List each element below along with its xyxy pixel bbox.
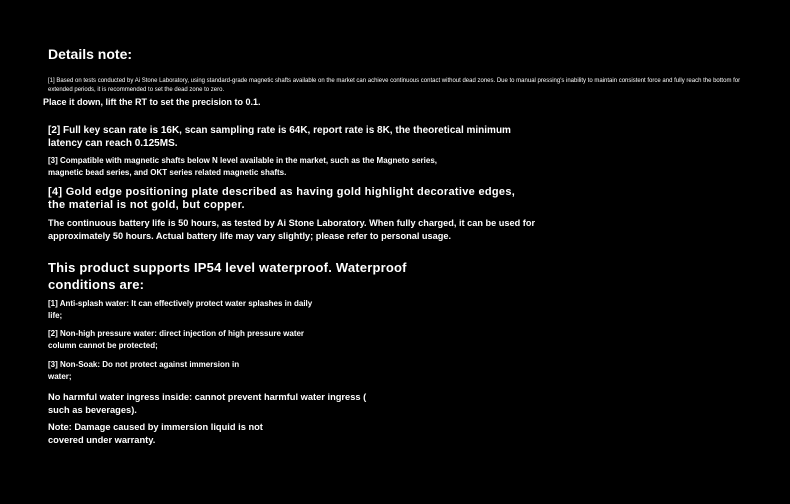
warranty-line-2: covered under warranty.: [48, 435, 156, 445]
waterproof-condition-3: [48, 359, 239, 383]
condition-1-line-2: life;: [48, 311, 63, 320]
compatibility-note: [48, 155, 437, 179]
battery-note: [48, 217, 535, 243]
fine-print-note-1: [1] Based on tests conducted by Ai Stone Laboratory, using standard-grade magnetic shafts available on the market can achieve continuous contact without dead zones. Due to manual pressing's inability to maintain consistent force and fully reach the bottom for extended periods, it is recommended to set the dead zone to zero.: [48, 78, 741, 93]
scan-rate-note: [48, 124, 511, 150]
compatibility-line-1: [3] Compatible with magnetic shafts below N level available in the market, such as the Magneto series,: [48, 156, 437, 165]
waterproof-heading: [48, 259, 407, 293]
condition-2-line-1: [2] Non-high pressure water: direct injection of high pressure water: [48, 329, 305, 338]
harmful-line-2: such as beverages).: [48, 405, 137, 415]
scan-rate-line-2: latency can reach 0.125MS.: [48, 138, 178, 149]
warranty-line-1: Note: Damage caused by immersion liquid is not: [48, 422, 263, 432]
precision-note: Place it down, lift the RT to set the precision to 0.1.: [43, 97, 261, 107]
condition-1-line-1: [1] Anti-splash water: It can effectively protect water splashes in daily: [48, 299, 313, 308]
waterproof-condition-1: [48, 298, 312, 322]
compatibility-line-2: magnetic bead series, and OKT series related magnetic shafts.: [48, 168, 287, 177]
waterproof-heading-line-1: This product supports IP54 level waterproof. Waterproof: [48, 260, 407, 275]
condition-3-line-1: [3] Non-Soak: Do not protect against immersion in: [48, 360, 240, 369]
plate-line-1: [4] Gold edge positioning plate described as having gold highlight decorative edges,: [48, 186, 516, 198]
plate-line-2: the material is not gold, but copper.: [48, 199, 245, 211]
plate-note: [48, 186, 515, 212]
warranty-note: [48, 421, 263, 447]
harmful-line-1: No harmful water ingress inside: cannot prevent harmful water ingress (: [48, 392, 367, 402]
waterproof-heading-line-2: conditions are:: [48, 277, 145, 292]
battery-line-1: The continuous battery life is 50 hours, as tested by Ai Stone Laboratory. When fully charged, it can be used for: [48, 218, 536, 228]
scan-rate-line-1: [2] Full key scan rate is 16K, scan sampling rate is 64K, report rate is 8K, the theoretical minimum: [48, 125, 511, 136]
condition-2-line-2: column cannot be protected;: [48, 341, 158, 350]
battery-line-2: approximately 50 hours. Actual battery life may vary slightly; please refer to personal usage.: [48, 231, 452, 241]
condition-3-line-2: water;: [48, 372, 72, 381]
waterproof-condition-2: [48, 328, 304, 352]
details-title: Details note:: [48, 46, 133, 62]
harmful-water-note: [48, 391, 366, 417]
